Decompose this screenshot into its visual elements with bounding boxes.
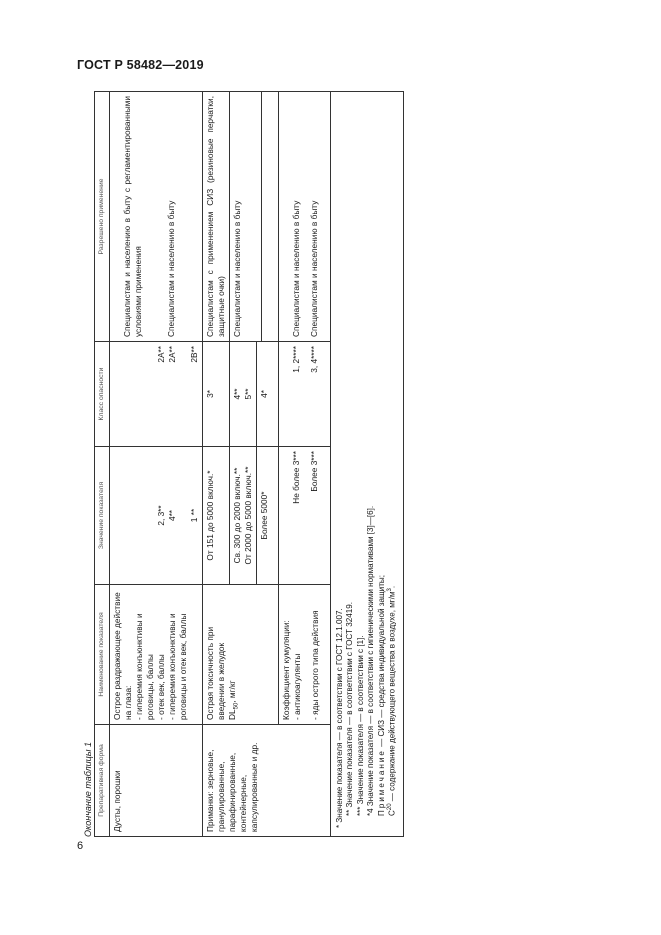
footnote: * Значение показателя — в соответствии с ГОСТ 12.1.007. bbox=[334, 608, 344, 828]
class-cell: 1, 2**** 3, 4**** bbox=[278, 342, 330, 447]
column-header: Класс опасности bbox=[95, 342, 110, 447]
rotated-table-block bbox=[83, 92, 453, 837]
column-header: Наименование показателя bbox=[95, 585, 110, 725]
column-header: Значение показателя bbox=[95, 447, 110, 585]
column-header: Разрешено применение bbox=[95, 92, 110, 342]
indicator-cell: Острое раздражающее действие на глаза: - гиперемия конъюнктивы и роговицы, баллы - отек век, баллы - гиперемия конъюнктивы и роговицы и отек век, баллы bbox=[110, 585, 203, 725]
column-header: Препаративная форма bbox=[95, 725, 110, 837]
document-header: ГОСТ Р 58482—2019 bbox=[77, 58, 204, 72]
use-cell: Специалистам и населению в быту с регламентированными условиями применения Специалистам и населению в быту bbox=[110, 92, 203, 342]
form-cell: Дусты, порошки bbox=[110, 725, 203, 837]
form-cell: Приманки: зерновые, гранулированные, парафинированные, контейнерные, капсулированные и др. bbox=[202, 725, 330, 837]
value-cell: Не более 3*** Более 3*** bbox=[278, 447, 330, 585]
indicator-cell: Коэффициент кумуляции: - антикоагулянты - яды острого типа действия bbox=[278, 585, 330, 725]
hazard-table bbox=[94, 91, 404, 837]
indicator-cell: Острая токсичность при введении в желудок $DL_{50}$, мг/кг bbox=[202, 585, 278, 725]
table-caption: Окончание таблицы 1 bbox=[83, 742, 93, 837]
footnote: *4 Значение показателя — в соответствии с гигиеническими нормативами [3]—[6]. bbox=[366, 505, 376, 816]
value-cell: 2, 3** 4** 1 ** bbox=[110, 447, 203, 585]
note: Примечание — СИЗ — средства индивидуальной защиты; bbox=[376, 575, 386, 816]
class-cell: 3* 4** 5** 4* bbox=[202, 342, 278, 447]
note: $С^{20}$ — содержание действующего вещества в воздухе, $мг/м^3$. bbox=[387, 585, 398, 816]
use-cell: Специалистам и населению в быту Специалистам и населению в быту bbox=[278, 92, 330, 342]
page-number: 6 bbox=[77, 840, 84, 852]
footnotes-cell bbox=[330, 92, 403, 837]
use-cell: Специалистам с применением СИЗ (резиновые перчатки, защитные очки) Специалистам и населению в быту bbox=[202, 92, 278, 342]
table-row bbox=[110, 92, 203, 837]
class-cell: 2A** 2A** 2B** bbox=[110, 342, 203, 447]
value-cell: От 151 до 5000 включ.* Св. 300 до 2000 включ.** От 2000 до 5000 включ.** Более 5000* bbox=[202, 447, 278, 585]
footnote: ** Значение показателя — в соответствии с ГОСТ 32419. bbox=[345, 602, 355, 816]
table-row bbox=[202, 92, 278, 837]
table-header-row bbox=[95, 92, 110, 837]
footnotes-row bbox=[330, 92, 403, 837]
footnote: *** Значение показателя — в соответствии с [1]. bbox=[355, 635, 365, 816]
